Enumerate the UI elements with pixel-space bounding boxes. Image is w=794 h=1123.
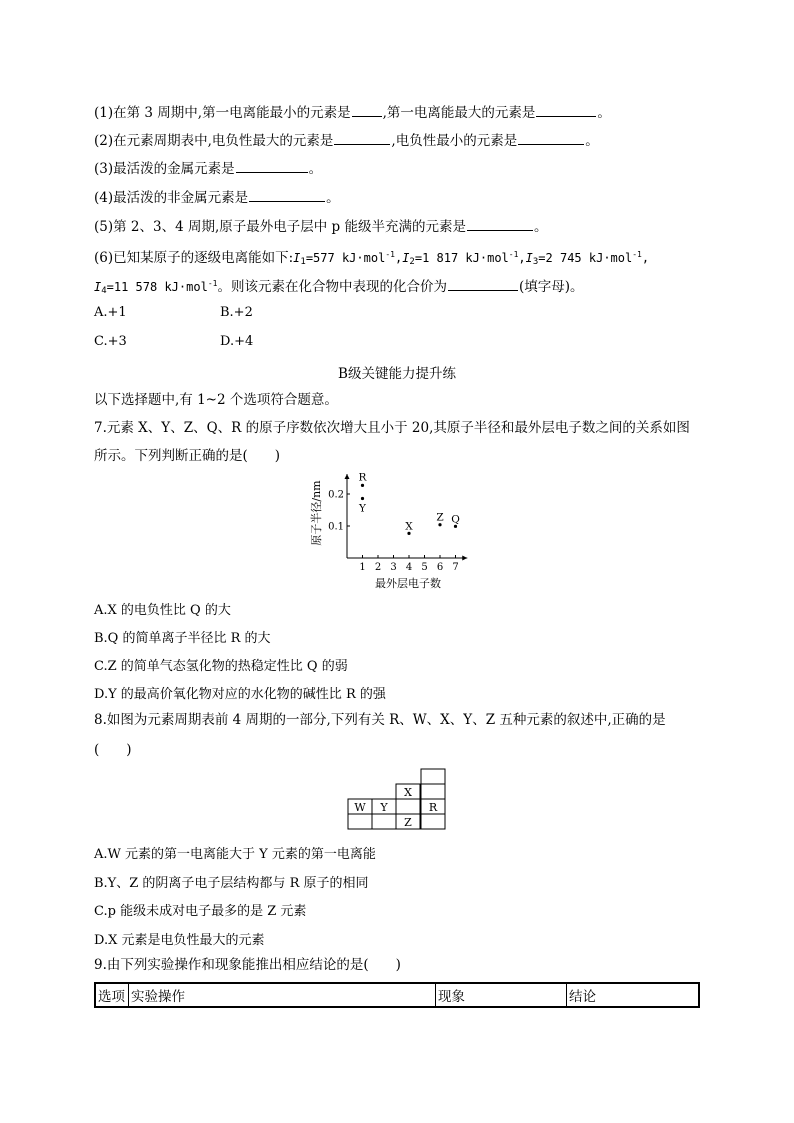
x-tick-label: 4: [405, 562, 413, 573]
answer-blank[interactable]: [467, 217, 533, 231]
data-label-x: X: [405, 520, 413, 533]
q8-stem-line1: 8.如图为元素周期表前 4 周期的一部分,下列有关 R、W、X、Y、Z 五种元素的叙述中,正确的是: [94, 712, 666, 728]
cell-w: W: [354, 801, 366, 814]
q6-part3-text: (3)最活泼的金属元素是: [94, 161, 235, 177]
q7-option-b[interactable]: B.Q 的简单离子半径比 R 的大: [94, 631, 271, 646]
y-tick-label: 0.1: [328, 521, 344, 533]
section-title: B级关键能力提升练: [338, 366, 456, 382]
data-point-y: [361, 497, 364, 500]
data-label-z: Z: [436, 511, 444, 524]
x-tick-label: 5: [421, 562, 428, 573]
q7-stem-line2: 所示。下列判断正确的是( ): [94, 448, 281, 464]
header-phenomenon: 现象: [436, 983, 567, 1007]
header-option: 选项: [95, 983, 129, 1007]
answer-blank[interactable]: [448, 277, 518, 291]
y-axis-arrow: [345, 474, 350, 479]
q6-option-a[interactable]: A.+1: [94, 305, 127, 320]
x-tick-label: 3: [390, 562, 397, 573]
q6-part5-end: 。: [534, 219, 548, 235]
answer-blank[interactable]: [536, 103, 596, 117]
q6-part2-end: 。: [585, 133, 599, 149]
q6-part2-text2: ,电负性最小的元素是: [391, 133, 518, 149]
y-tick-label: 0.2: [328, 489, 344, 501]
cell-y: Y: [380, 801, 388, 814]
q9-stem: 9.由下列实验操作和现象能推出相应结论的是( ): [94, 957, 401, 973]
q6-option-c[interactable]: C.+3: [94, 334, 127, 349]
chart-ticks: [328, 490, 459, 574]
answer-blank[interactable]: [236, 159, 308, 173]
cell-r: R: [428, 801, 438, 814]
answer-blank[interactable]: [352, 103, 382, 117]
table-header-row: [95, 983, 699, 1007]
chart-points: [358, 471, 460, 535]
q8-option-c[interactable]: C.p 能级未成对电子最多的是 Z 元素: [94, 904, 307, 919]
x-tick-label: 7: [452, 562, 459, 573]
data-label-r: R: [358, 471, 367, 484]
chart-axes: [345, 474, 468, 561]
q7-option-d[interactable]: D.Y 的最高价氧化物对应的水化物的碱性比 R 的强: [94, 687, 386, 702]
q6-part1-text2: ,第一电离能最大的元素是: [382, 105, 536, 121]
q8-option-d[interactable]: D.X 元素是电负性最大的元素: [94, 933, 265, 948]
q6-part3: [94, 159, 322, 178]
q6-part4-text: (4)最活泼的非金属元素是: [94, 190, 249, 206]
q7-option-a[interactable]: A.X 的电负性比 Q 的大: [94, 603, 231, 618]
periodic-table-fragment: [346, 768, 448, 832]
q6-part5-text: (5)第 2、3、4 周期,原子最外电子层中 p 能级半充满的元素是: [94, 219, 466, 235]
q6-part4-end: 。: [326, 190, 340, 206]
q6-part6-text: (6)已知某原子的逐级电离能如下:: [94, 250, 294, 266]
q6-part2-text: (2)在元素周期表中,电负性最大的元素是: [94, 133, 334, 149]
q6-part1: [94, 103, 611, 122]
answer-blank[interactable]: [518, 131, 584, 145]
ionization-energy-4: $I_4=11$ 578 kJ·mol$^{-1}$: [94, 279, 218, 296]
answer-blank[interactable]: [334, 131, 390, 145]
data-label-y: Y: [359, 502, 366, 515]
q6-part6-line2: [94, 275, 584, 300]
q6-option-d[interactable]: D.+4: [220, 334, 254, 349]
q6-option-b[interactable]: B.+2: [220, 305, 253, 320]
x-tick-label: 2: [374, 562, 382, 573]
q6-part5: [94, 217, 548, 236]
q6-part2: [94, 131, 599, 150]
header-conclusion: 结论: [569, 989, 596, 1005]
q7-scatter-chart: [300, 470, 490, 592]
chart-ylabel: 原子半径/nm: [310, 480, 323, 546]
q6-part4: [94, 188, 340, 207]
cell-x: X: [404, 786, 412, 799]
q6-part1-end: 。: [597, 105, 611, 121]
q9-table: [94, 982, 700, 1008]
x-axis-arrow: [462, 556, 467, 561]
q6-part1-text: (1)在第 3 周期中,第一电离能最小的元素是: [94, 105, 351, 121]
q6-part6-text2: 。则该元素在化合物中表现的化合价为: [217, 279, 447, 295]
x-tick-label: 1: [359, 562, 366, 573]
q7-stem-line1: 7.元素 X、Y、Z、Q、R 的原子序数依次增大且小于 20,其原子半径和最外层电子数之间的关系如图: [94, 420, 690, 436]
q7-option-c[interactable]: C.Z 的简单气态氢化物的热稳定性比 Q 的弱: [94, 659, 348, 674]
answer-blank[interactable]: [249, 188, 325, 202]
x-tick-label: 6: [436, 562, 444, 573]
cell-z: Z: [404, 816, 412, 829]
header-operation: 实验操作: [129, 983, 436, 1007]
data-point-r: [361, 484, 364, 487]
q6-part3-end: 。: [308, 161, 323, 177]
ionization-energy-1: $I_1=577$ $kJ\cdot mol^{-1},I_2=1$ 817 $kJ\cdot mol^{-1},I_3=2$ 745 kJ·mol$^{-1}$,: [293, 250, 650, 267]
q8-stem-line2: ( ): [94, 742, 132, 758]
q8-option-a[interactable]: A.W 元素的第一电离能大于 Y 元素的第一电离能: [94, 847, 376, 862]
data-label-q: Q: [451, 513, 460, 526]
chart-xlabel: 最外层电子数: [375, 577, 441, 590]
section-note: 以下选择题中,有 1~2 个选项符合题意。: [94, 392, 338, 408]
q8-option-b[interactable]: B.Y、Z 的阴离子电子层结构都与 R 原子的相同: [94, 876, 369, 891]
q6-part6-end: (填字母)。: [518, 279, 584, 295]
q6-part6-line1: [94, 246, 649, 271]
